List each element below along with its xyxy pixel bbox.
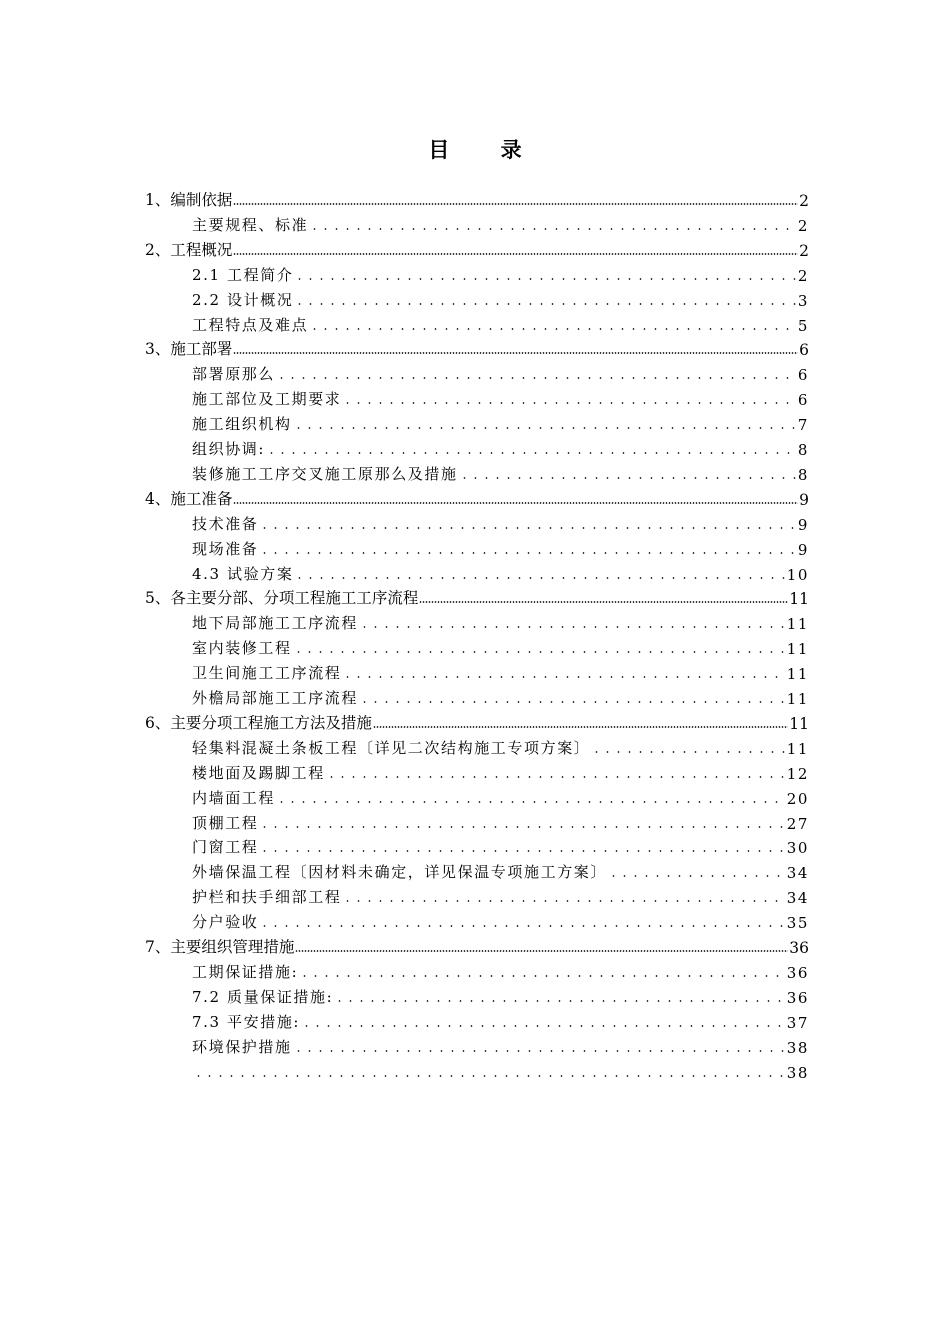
- toc-entry-label: 装修施工工序交叉施工原那么及措施: [192, 464, 458, 483]
- toc-entry-label: 2.2 设计概况: [192, 290, 294, 309]
- toc-entry-label: 施工部位及工期要求: [192, 390, 342, 409]
- dot-leader: [359, 701, 786, 703]
- toc-entry-page: 6: [797, 366, 809, 385]
- dot-leader: [294, 577, 785, 579]
- toc-entry-page: 7: [797, 416, 809, 435]
- toc-entry[interactable]: [192, 410, 809, 434]
- toc-entry-label: 分户验收: [192, 913, 259, 932]
- page-title: 目 录: [428, 137, 544, 162]
- dot-leader: [309, 228, 797, 230]
- toc-entry-page: 10: [786, 565, 809, 584]
- toc-entry[interactable]: [145, 236, 809, 260]
- toc-entry-label: 技术准备: [192, 514, 259, 533]
- toc-entry-label: 外墙保温工程〔因材料未确定，详见保温专项施工方案〕: [192, 863, 608, 882]
- toc-entry-label: 2.1 工程简介: [192, 265, 294, 284]
- toc-entry-page: 2: [799, 192, 809, 210]
- dot-leader: [293, 1050, 786, 1052]
- toc-entry-label: 工程特点及难点: [192, 315, 309, 334]
- dot-leader: [326, 776, 786, 778]
- toc-entry-page: 20: [786, 789, 809, 808]
- toc-entry[interactable]: [145, 933, 809, 957]
- toc-entry-label: 4、施工准备: [145, 489, 233, 508]
- toc-entry-page: 12: [786, 764, 809, 783]
- toc-entry[interactable]: [192, 908, 809, 932]
- toc-entry[interactable]: [192, 560, 809, 584]
- dot-leader: [342, 900, 785, 902]
- toc-entry[interactable]: [192, 360, 809, 384]
- dot-leader: [259, 552, 796, 554]
- toc-entry-page: 27: [786, 814, 809, 833]
- toc-entry-page: 30: [786, 839, 809, 858]
- dot-leader: [359, 626, 786, 628]
- dot-leader: [259, 850, 785, 852]
- toc-entry-label: 内墙面工程: [192, 788, 276, 807]
- toc-entry-label: 3、施工部署: [145, 340, 233, 359]
- toc-entry[interactable]: [192, 833, 809, 857]
- dot-leader: [294, 303, 796, 305]
- toc-entry[interactable]: [192, 983, 809, 1007]
- toc-entry[interactable]: [192, 385, 809, 409]
- dot-leader: [294, 278, 796, 280]
- toc-entry-label: 5、各主要分部、分项工程施工工序流程: [145, 589, 419, 608]
- dot-leader: [259, 925, 785, 927]
- toc-entry-page: 9: [799, 490, 809, 509]
- toc-entry-label: 7、主要组织管理措施: [145, 938, 295, 956]
- toc-entry[interactable]: [192, 311, 809, 335]
- toc-entry-page: 11: [786, 615, 809, 634]
- dot-leader: [334, 1000, 785, 1002]
- toc-entry-page: 36: [786, 988, 809, 1007]
- toc-entry[interactable]: [192, 858, 809, 882]
- toc-entry[interactable]: [192, 261, 809, 285]
- toc-entry[interactable]: [145, 485, 809, 509]
- toc-entry-page: 11: [789, 714, 809, 733]
- toc-entry-label: 现场准备: [192, 539, 259, 558]
- dot-leader: [259, 527, 796, 529]
- toc-entry-label: 轻集料混凝土条板工程〔详见二次结构施工专项方案〕: [192, 738, 591, 757]
- toc-entry[interactable]: [192, 784, 809, 808]
- dot-leader: [233, 352, 798, 354]
- toc-entry-label: 部署原那么: [192, 365, 276, 384]
- toc-entry-page: 34: [786, 889, 809, 908]
- toc-entry[interactable]: [192, 1008, 809, 1032]
- dot-leader: [276, 801, 786, 803]
- toc-entry-page: 9: [797, 515, 809, 534]
- toc-entry-label: 主要规程、标准: [192, 215, 309, 234]
- toc-entry-label: 工期保证措施:: [192, 962, 299, 981]
- toc-entry-label: 室内装修工程: [192, 639, 292, 658]
- dot-leader: [276, 377, 797, 379]
- toc-entry[interactable]: [192, 609, 809, 633]
- toc-entry-label: 外檐局部施工工序流程: [192, 689, 359, 707]
- dot-leader: [259, 826, 785, 828]
- toc-entry[interactable]: [145, 584, 809, 608]
- dot-leader: [373, 726, 788, 728]
- toc-entry[interactable]: [192, 684, 809, 708]
- toc-entry-label: 环境保护措施: [192, 1037, 292, 1056]
- dot-leader: [233, 502, 798, 504]
- toc-entry-page: 11: [786, 690, 809, 708]
- toc-entry-label: 顶棚工程: [192, 813, 259, 832]
- toc-entry[interactable]: [192, 659, 809, 683]
- toc-entry-label: 6、主要分项工程施工方法及措施: [145, 713, 372, 732]
- toc-entry-page: 11: [786, 739, 809, 758]
- toc-entry[interactable]: [192, 510, 809, 534]
- toc-entry-label: 4.3 试验方案: [192, 564, 294, 583]
- toc-entry-page: 37: [786, 1013, 809, 1032]
- dot-leader: [591, 751, 785, 753]
- toc-entry-page: 8: [797, 441, 809, 459]
- toc-entry-label: 2、工程概况: [145, 240, 233, 259]
- toc-entry[interactable]: [192, 883, 809, 907]
- dot-leader: [233, 203, 798, 205]
- toc-entry-page: 11: [789, 590, 809, 609]
- dot-leader: [193, 1075, 786, 1077]
- toc-entry-page: 5: [797, 316, 809, 335]
- toc-entry-label: 组织协调:: [192, 440, 266, 458]
- dot-leader: [301, 1025, 786, 1027]
- toc-entry-page: 8: [797, 465, 809, 484]
- dot-leader: [233, 253, 798, 255]
- dot-leader: [266, 452, 797, 454]
- toc-entry-page: 2: [799, 241, 809, 260]
- toc-entry-page: 2: [797, 266, 809, 285]
- toc-entry[interactable]: [192, 535, 809, 559]
- toc-entry-label: 7.2 质量保证措施:: [192, 987, 334, 1006]
- toc-entry-page: 11: [786, 640, 809, 659]
- dot-leader: [459, 477, 797, 479]
- toc-entry-label: 地下局部施工工序流程: [192, 614, 359, 633]
- toc-entry-page: 6: [797, 391, 809, 410]
- toc-entry[interactable]: [192, 1058, 809, 1082]
- toc-entry[interactable]: [145, 709, 809, 733]
- toc-entry-label: 7.3 平安措施:: [192, 1012, 301, 1031]
- toc-entry[interactable]: [192, 634, 809, 658]
- dot-leader: [309, 328, 797, 330]
- toc-entry[interactable]: [192, 211, 809, 235]
- dot-leader: [608, 875, 786, 877]
- dot-leader: [293, 651, 786, 653]
- toc-entry-label: 护栏和扶手细部工程: [192, 888, 342, 907]
- toc-entry[interactable]: [192, 734, 809, 758]
- toc-entry[interactable]: [192, 809, 809, 833]
- toc-entry-page: 3: [797, 291, 809, 310]
- toc-entry-label: 1、编制依据: [145, 191, 233, 209]
- toc-entry-page: 9: [797, 540, 809, 559]
- toc-entry[interactable]: [192, 759, 809, 783]
- toc-entry-label: 卫生间施工工序流程: [192, 664, 342, 683]
- toc-entry[interactable]: [192, 286, 809, 310]
- dot-leader: [419, 601, 788, 603]
- toc-entry-label: 施工组织机构: [192, 415, 292, 434]
- toc-entry-label: 楼地面及踢脚工程: [192, 763, 325, 782]
- dot-leader: [293, 427, 797, 429]
- toc-entry-page: 6: [799, 341, 809, 360]
- toc-entry-page: 2: [797, 216, 809, 235]
- toc-entry[interactable]: [192, 958, 809, 982]
- toc-entry-page: 36: [786, 963, 809, 982]
- toc-entry[interactable]: [145, 186, 809, 210]
- toc-entry-label: 门窗工程: [192, 838, 259, 857]
- toc-entry-page: 34: [786, 864, 809, 883]
- dot-leader: [295, 950, 788, 952]
- dot-leader: [342, 676, 785, 678]
- toc-entry-page: 11: [786, 665, 809, 684]
- toc-entry-page: 38: [786, 1063, 809, 1082]
- toc-entry[interactable]: [192, 1033, 809, 1057]
- toc-entry-page: 38: [786, 1038, 809, 1057]
- toc-entry[interactable]: [192, 435, 809, 459]
- toc-entry-page: 36: [789, 939, 809, 957]
- toc-entry-page: 35: [786, 914, 809, 933]
- toc-entry[interactable]: [192, 460, 809, 484]
- dot-leader: [299, 975, 785, 977]
- dot-leader: [342, 402, 796, 404]
- toc-entry[interactable]: [145, 335, 809, 359]
